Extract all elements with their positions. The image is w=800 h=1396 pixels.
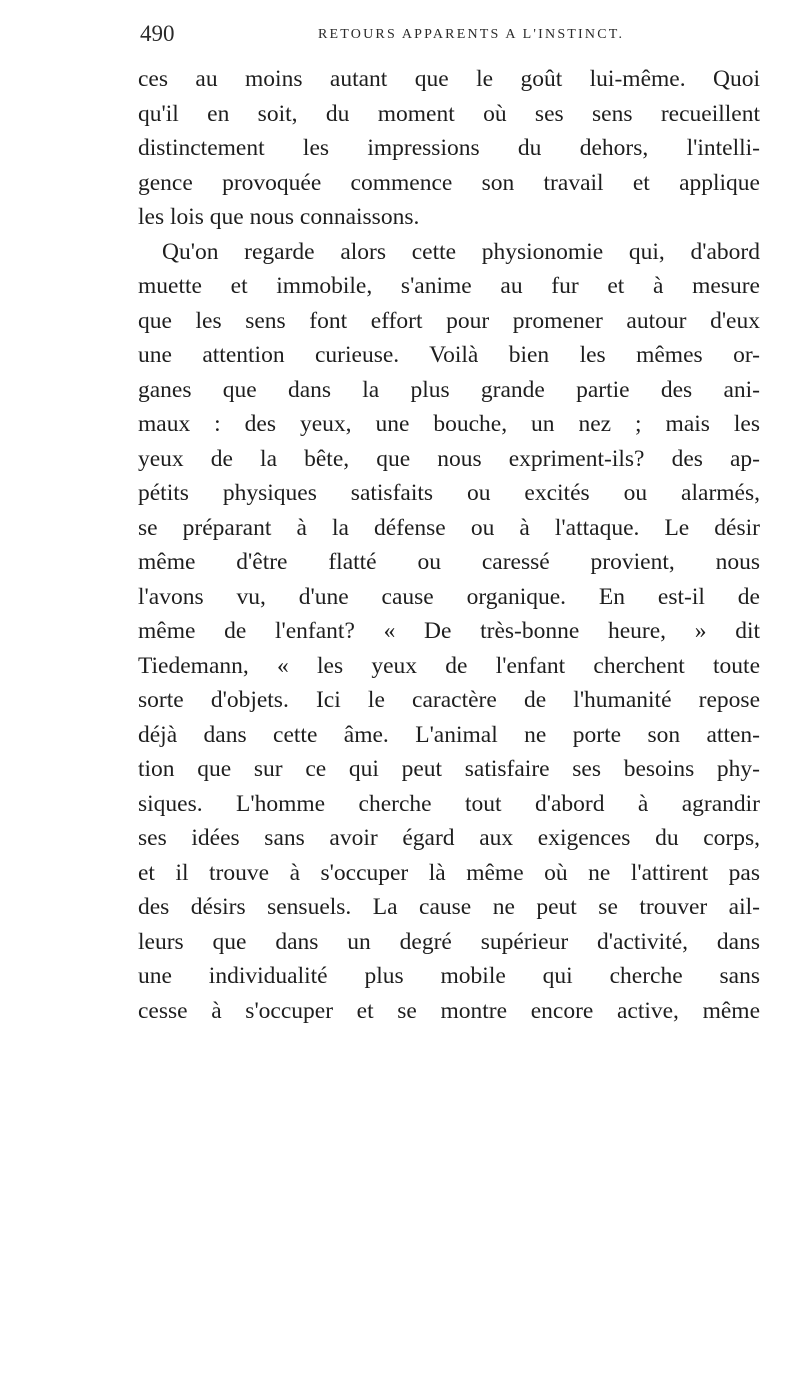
text-line: même d'être flatté ou caressé provient, nous xyxy=(138,549,760,575)
text-line: pétits physiques satisfaits ou excités ou alarmés, xyxy=(138,480,760,506)
text-line: cesse à s'occuper et se montre encore active, même xyxy=(138,997,760,1024)
text-line: Qu'on regarde alors cette physionomie qui, d'abord xyxy=(162,238,760,265)
text-line: leurs que dans un degré supérieur d'activité, dans xyxy=(138,928,760,955)
text-line: muette et immobile, s'anime au fur et à mesure xyxy=(138,273,760,299)
text-line: maux : des yeux, une bouche, un nez ; mais les xyxy=(138,411,760,437)
text-line: se préparant à la défense ou à l'attaque. Le désir xyxy=(138,514,760,541)
text-line: ses idées sans avoir égard aux exigences du corps, xyxy=(138,825,760,851)
text-line: gence provoquée commence son travail et applique xyxy=(138,169,760,196)
text-line: siques. L'homme cherche tout d'abord à agrandir xyxy=(138,790,760,817)
body-text xyxy=(138,62,760,1028)
text-line: une individualité plus mobile qui cherche sans xyxy=(138,963,760,989)
text-line: Tiedemann, « les yeux de l'enfant cherchent toute xyxy=(138,652,760,679)
text-line: ces au moins autant que le goût lui-même. Quoi xyxy=(138,66,760,92)
running-title: RETOURS APPARENTS A L'INSTINCT. xyxy=(318,27,625,42)
text-line: et il trouve à s'occuper là même où ne l'attirent pas xyxy=(138,859,760,886)
text-line: une attention curieuse. Voilà bien les mêmes or- xyxy=(138,342,760,368)
running-header xyxy=(140,16,740,52)
text-line: qu'il en soit, du moment où ses sens recueillent xyxy=(138,100,760,127)
text-line: déjà dans cette âme. L'animal ne porte son atten- xyxy=(138,721,760,748)
text-line: distinctement les impressions du dehors, l'intelli- xyxy=(138,135,760,161)
text-line: sorte d'objets. Ici le caractère de l'humanité repose xyxy=(138,687,760,713)
text-line: tion que sur ce qui peut satisfaire ses besoins phy- xyxy=(138,756,760,782)
text-line: que les sens font effort pour promener autour d'eux xyxy=(138,307,760,334)
text-line: les lois que nous connaissons. xyxy=(138,204,420,230)
text-line: l'avons vu, d'une cause organique. En est-il de xyxy=(138,583,760,610)
page-number: 490 xyxy=(140,21,175,46)
text-line: yeux de la bête, que nous expriment-ils? des ap- xyxy=(138,445,760,472)
text-line: des désirs sensuels. La cause ne peut se trouver ail- xyxy=(138,894,760,920)
text-line: même de l'enfant? « De très-bonne heure, » dit xyxy=(138,618,760,644)
text-line: ganes que dans la plus grande partie des ani- xyxy=(138,376,760,403)
